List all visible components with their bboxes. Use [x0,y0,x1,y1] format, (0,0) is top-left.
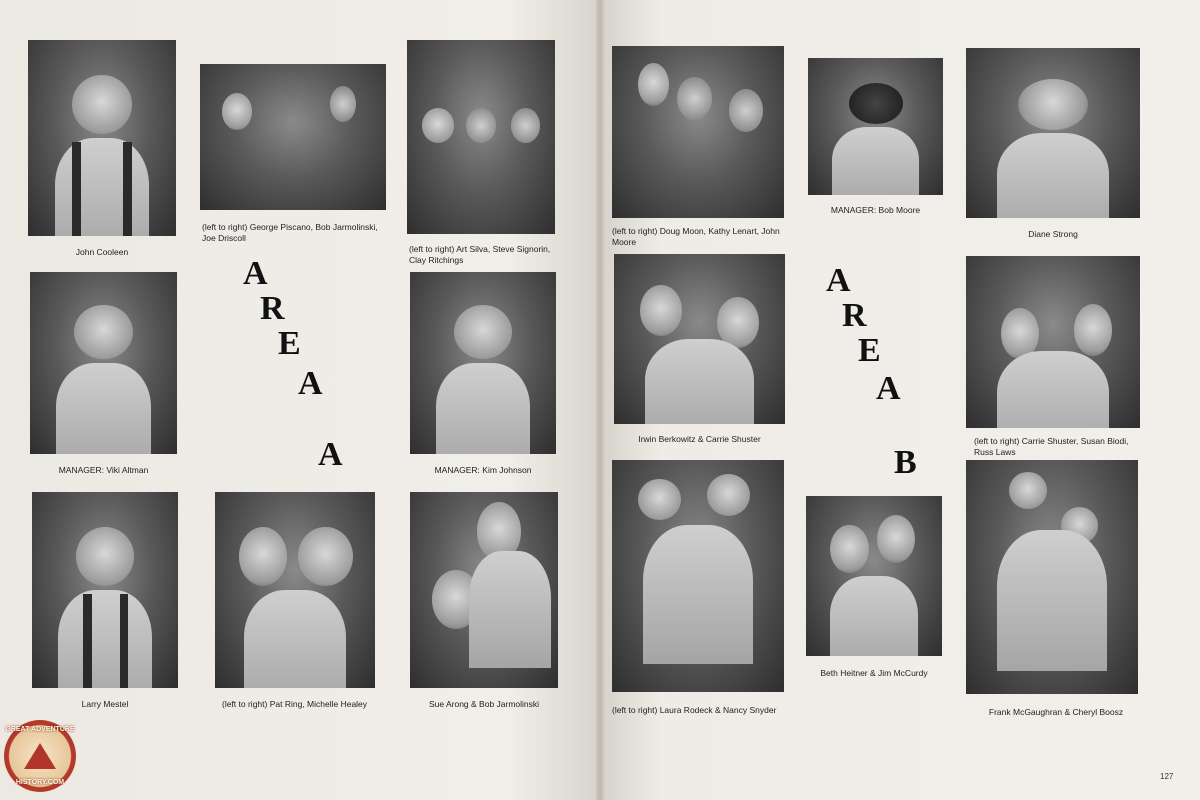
photo-mcgaughran-boosz [966,460,1138,694]
tent-icon [24,743,56,769]
caption-berkowitz-shuster: Irwin Berkowitz & Carrie Shuster [638,434,761,444]
photo-shuster-group [966,256,1140,428]
logo-top-text: GREAT ADVENTURE [5,726,75,733]
photo-rodeck-snyder [612,460,784,692]
photo-heitner-mccurdy [806,496,942,656]
heading-letter: A [876,370,901,407]
caption-heitner-mccurdy: Beth Heitner & Jim McCurdy [820,668,928,678]
caption-john-cooleen: John Cooleen [75,247,129,257]
photo-ring-healey [215,492,375,688]
page-number-right: 127 [1160,772,1174,781]
caption-kim-johnson: MANAGER: Kim Johnson [434,465,532,475]
heading-letter: E [278,325,301,362]
photo-piscano-group [200,64,386,210]
photo-bob-moore [808,58,943,195]
caption-viki-altman: MANAGER: Viki Altman [58,465,149,475]
heading-letter: B [894,444,917,481]
photo-silva-group [407,40,555,234]
heading-letter: A [243,255,268,292]
photo-john-cooleen [28,40,176,236]
great-adventure-history-logo [4,720,76,792]
caption-arong-jarmolinski: Sue Arong & Bob Jarmolinski [428,699,540,709]
heading-letter: E [858,332,881,369]
photo-moon-group [612,46,784,218]
page-gutter [596,0,604,800]
caption-shuster-group: (left to right) Carrie Shuster, Susan Biodi, Russ Laws [974,436,1129,457]
caption-bob-moore: MANAGER: Bob Moore [830,205,921,215]
photo-berkowitz-shuster [614,254,785,424]
photo-larry-mestel [32,492,178,688]
heading-letter: A [826,262,851,299]
photo-viki-altman [30,272,177,454]
heading-letter: R [842,297,867,334]
caption-ring-healey: (left to right) Pat Ring, Michelle Healey [222,699,368,709]
heading-letter: A [298,365,323,402]
heading-letter: R [260,290,285,327]
caption-silva-group: (left to right) Art Silva, Steve Signorin, Clay Ritchings [409,244,551,265]
caption-moon-group: (left to right) Doug Moon, Kathy Lenart, John Moore [612,226,780,247]
photo-arong-jarmolinski [410,492,558,688]
caption-larry-mestel: Larry Mestel [81,699,129,709]
caption-diane-strong: Diane Strong [1028,229,1078,239]
heading-letter: A [318,436,343,473]
photo-kim-johnson [410,272,556,454]
photo-diane-strong [966,48,1140,218]
caption-rodeck-snyder: (left to right) Laura Rodeck & Nancy Snyder [612,705,777,715]
logo-bottom-text: HISTORY.COM [15,779,65,786]
caption-mcgaughran-boosz: Frank McGaughran & Cheryl Boosz [988,707,1124,717]
caption-piscano-group: (left to right) George Piscano, Bob Jarmolinski, Joe Driscoll [202,222,378,243]
